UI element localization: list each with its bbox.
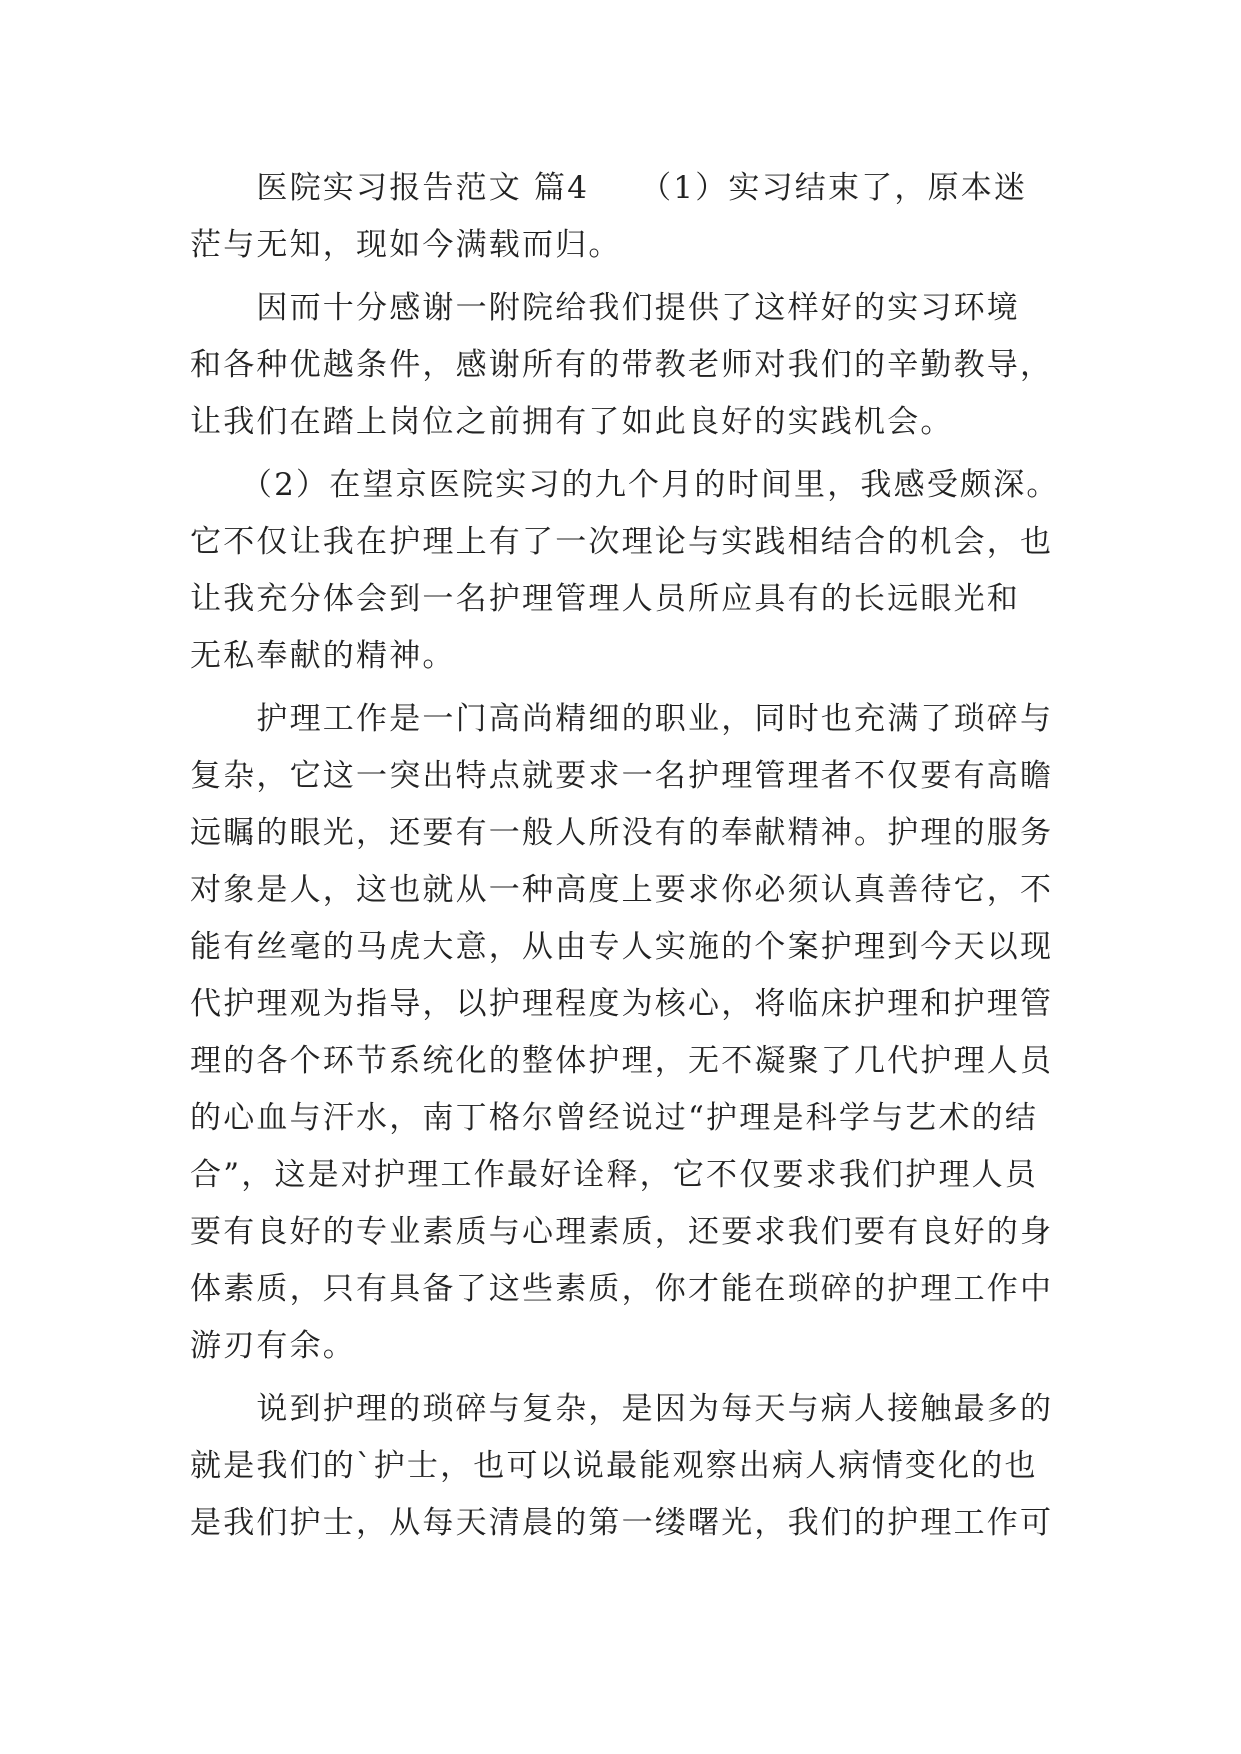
text-line: 无私奉献的精神。 — [190, 638, 456, 674]
text-line: 医院实习报告范文 篇4 （1）实习结束了，原本迷 — [190, 170, 1028, 206]
text-line: 游刃有余。 — [190, 1328, 356, 1364]
text-line: （2）在望京医院实习的九个月的时间里，我感受颇深。 — [190, 467, 1060, 503]
text-line: 能有丝毫的马虎大意，从由专人实施的个案护理到今天以现 — [190, 929, 1054, 965]
text-line: 远瞩的眼光，还要有一般人所没有的奉献精神。护理的服务 — [190, 815, 1054, 851]
text-line: 它不仅让我在护理上有了一次理论与实践相结合的机会，也 — [190, 524, 1054, 560]
text-line: 护理工作是一门高尚精细的职业，同时也充满了琐碎与 — [190, 701, 1054, 737]
text-line: 体素质，只有具备了这些素质，你才能在琐碎的护理工作中 — [190, 1271, 1054, 1307]
paragraph-2 — [190, 280, 1070, 451]
text-line: 说到护理的琐碎与复杂，是因为每天与病人接触最多的 — [190, 1391, 1054, 1427]
document-page — [190, 160, 1070, 1552]
text-line: 就是我们的`护士，也可以说最能观察出病人病情变化的也 — [190, 1448, 1038, 1484]
text-line: 合”，这是对护理工作最好诠释，它不仅要求我们护理人员 — [190, 1157, 1039, 1193]
text-line: 和各种优越条件，感谢所有的带教老师对我们的辛勤教导， — [190, 347, 1054, 383]
text-line: 对象是人，这也就从一种高度上要求你必须认真善待它，不 — [190, 872, 1054, 908]
text-line: 因而十分感谢一附院给我们提供了这样好的实习环境 — [190, 290, 1020, 326]
text-line: 让我充分体会到一名护理管理人员所应具有的长远眼光和 — [190, 581, 1020, 617]
text-line: 要有良好的专业素质与心理素质，还要求我们要有良好的身 — [190, 1214, 1054, 1250]
text-line: 让我们在踏上岗位之前拥有了如此良好的实践机会。 — [190, 404, 954, 440]
paragraph-4 — [190, 691, 1070, 1375]
paragraph-1 — [190, 160, 1070, 274]
text-line: 理的各个环节系统化的整体护理，无不凝聚了几代护理人员 — [190, 1043, 1054, 1079]
text-line: 代护理观为指导，以护理程度为核心，将临床护理和护理管 — [190, 986, 1054, 1022]
text-line: 是我们护士，从每天清晨的第一缕曙光，我们的护理工作可 — [190, 1505, 1054, 1541]
paragraph-5 — [190, 1381, 1070, 1552]
text-line: 复杂，它这一突出特点就要求一名护理管理者不仅要有高瞻 — [190, 758, 1054, 794]
text-line: 茫与无知，现如今满载而归。 — [190, 227, 622, 263]
paragraph-3 — [190, 457, 1070, 685]
text-line: 的心血与汗水，南丁格尔曾经说过“护理是科学与艺术的结 — [190, 1100, 1039, 1136]
